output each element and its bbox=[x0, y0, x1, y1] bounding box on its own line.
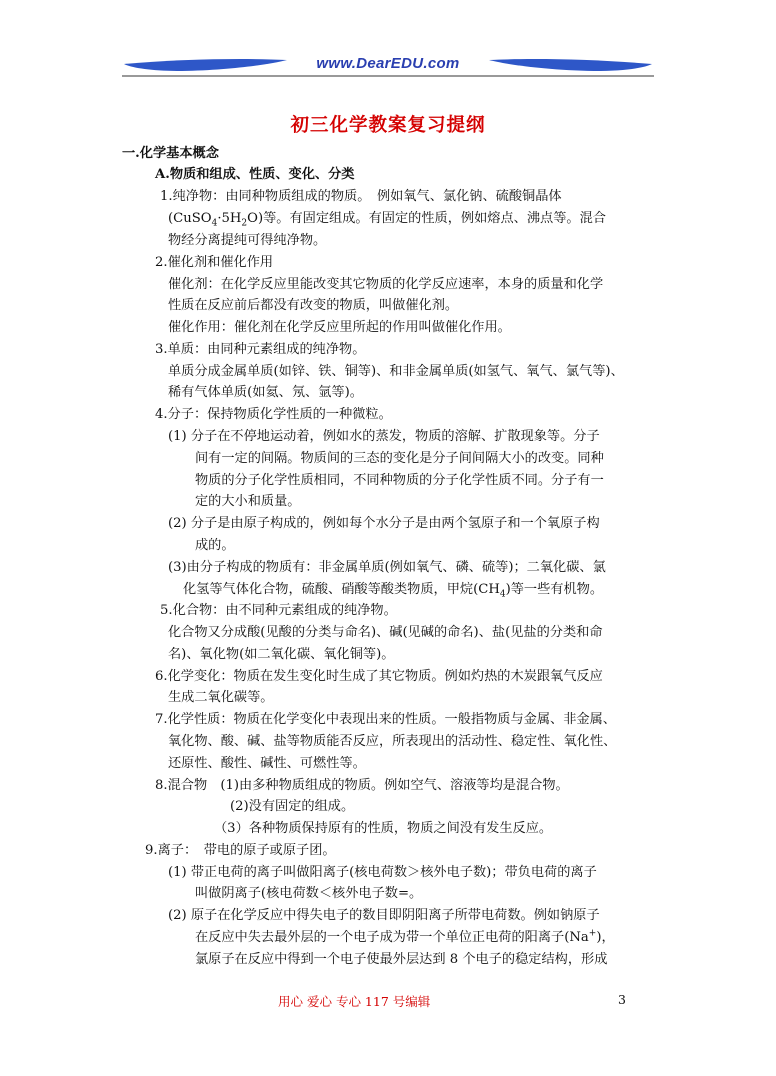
text-line: 2.催化剂和催化作用 bbox=[155, 255, 274, 270]
text-line: 还原性、酸性、碱性、可燃性等。 bbox=[168, 756, 366, 771]
text-line: (1) 带正电荷的离子叫做阳离子(核电荷数＞核外电子数)；带负电荷的离子 bbox=[168, 865, 597, 880]
text-line: (2)没有固定的组成。 bbox=[230, 799, 355, 814]
text-line: (3)由分子构成的物质有：非金属单质(例如氧气、磷、硫等)；二氧化碳、氯 bbox=[168, 560, 606, 575]
text-line: 性质在反应前后都没有改变的物质，叫做催化剂。 bbox=[168, 298, 459, 313]
text-line: 间有一定的间隔。物质间的三态的变化是分子间间隔大小的改变。同种 bbox=[195, 451, 604, 466]
text-line: 名)、氧化物(如二氧化碳、氧化铜等)。 bbox=[168, 647, 395, 662]
text-line: (1) 分子在不停地运动着，例如水的蒸发，物质的溶解、扩散现象等。分子 bbox=[168, 429, 600, 444]
text-line: (2) 分子是由原子构成的，例如每个水分子是由两个氢原子和一个氧原子构 bbox=[168, 516, 600, 531]
text-line: 8.混合物 (1)由多种物质组成的物质。例如空气、溶液等均是混合物。 bbox=[155, 778, 569, 793]
text-line: 化合物又分成酸(见酸的分类与命名)、碱(见碱的命名)、盐(见盐的分类和命 bbox=[168, 625, 603, 640]
text-line: 单质分成金属单质(如锌、铁、铜等)、和非金属单质(如氢气、氧气、氯气等)、 bbox=[168, 364, 624, 379]
text-line: 9.离子： 带电的原子或原子团。 bbox=[145, 843, 336, 858]
text-line: 4.分子：保持物质化学性质的一种微粒。 bbox=[155, 407, 392, 422]
text-line: 7.化学性质：物质在化学变化中表现出来的性质。一般指物质与金属、非金属、 bbox=[155, 712, 616, 727]
text-line: 氯原子在反应中得到一个电子使最外层达到 8 个电子的稳定结构，形成 bbox=[195, 952, 608, 967]
text-line: 催化作用：催化剂在化学反应里所起的作用叫做催化作用。 bbox=[168, 320, 511, 335]
footer-text: 用心 爱心 专心 117 号编辑 bbox=[278, 994, 431, 1009]
text-line: 6.化学变化：物质在发生变化时生成了其它物质。例如灼热的木炭跟氧气反应 bbox=[155, 669, 603, 684]
text-line: 物经分离提纯可得纯净物。 bbox=[168, 233, 327, 248]
text-line: 定的大小和质量。 bbox=[195, 494, 301, 509]
text-line: 1.纯净物：由同种物质组成的物质。 例如氧气、氯化钠、硫酸铜晶体 bbox=[160, 189, 562, 204]
text-line: 叫做阴离子(核电荷数＜核外电子数=。 bbox=[195, 886, 423, 901]
text-line: 化氢等气体化合物，硫酸、硝酸等酸类物质，甲烷$(CH_4)$等一些有机物。 bbox=[183, 582, 604, 600]
section-heading: 一.化学基本概念 bbox=[122, 146, 219, 161]
text-line: 成的。 bbox=[195, 538, 235, 553]
text-line: （3）各种物质保持原有的性质，物质之间没有发生反应。 bbox=[214, 821, 553, 836]
text-line: 物质的分子化学性质相同，不同种物质的分子化学性质不同。分子有一 bbox=[195, 473, 604, 488]
text-line: 氧化物、酸、碱、盐等物质能否反应，所表现出的活动性、稳定性、氧化性、 bbox=[168, 734, 617, 749]
document-title: 初三化学教案复习提纲 bbox=[290, 115, 486, 136]
header-site-name: www.DearEDU.com bbox=[316, 55, 460, 72]
text-line: 催化剂：在化学反应里能改变其它物质的化学反应速率，本身的质量和化学 bbox=[168, 277, 604, 292]
text-line: 3.单质：由同种元素组成的纯净物。 bbox=[155, 342, 366, 357]
page-number: 3 bbox=[618, 992, 626, 1007]
text-line: $(CuSO_4\cdot 5H_2O)$等。有固定组成。有固定的性质，例如熔点、沸点等。混合 bbox=[168, 211, 606, 229]
subsection-heading: A.物质和组成、性质、变化、分类 bbox=[155, 167, 355, 182]
text-line: 在反应中失去最外层的一个电子成为带一个单位正电荷的阳离子(Na+)， bbox=[195, 928, 615, 945]
page-header bbox=[122, 52, 654, 80]
text-line: (2) 原子在化学反应中得失电子的数目即阴阳离子所带电荷数。例如钠原子 bbox=[168, 908, 600, 923]
text-line: 5.化合物：由不同种元素组成的纯净物。 bbox=[160, 603, 397, 618]
text-line: 稀有气体单质(如氦、氖、氩等)。 bbox=[168, 385, 363, 400]
text-line: 生成二氧化碳等。 bbox=[168, 690, 274, 705]
